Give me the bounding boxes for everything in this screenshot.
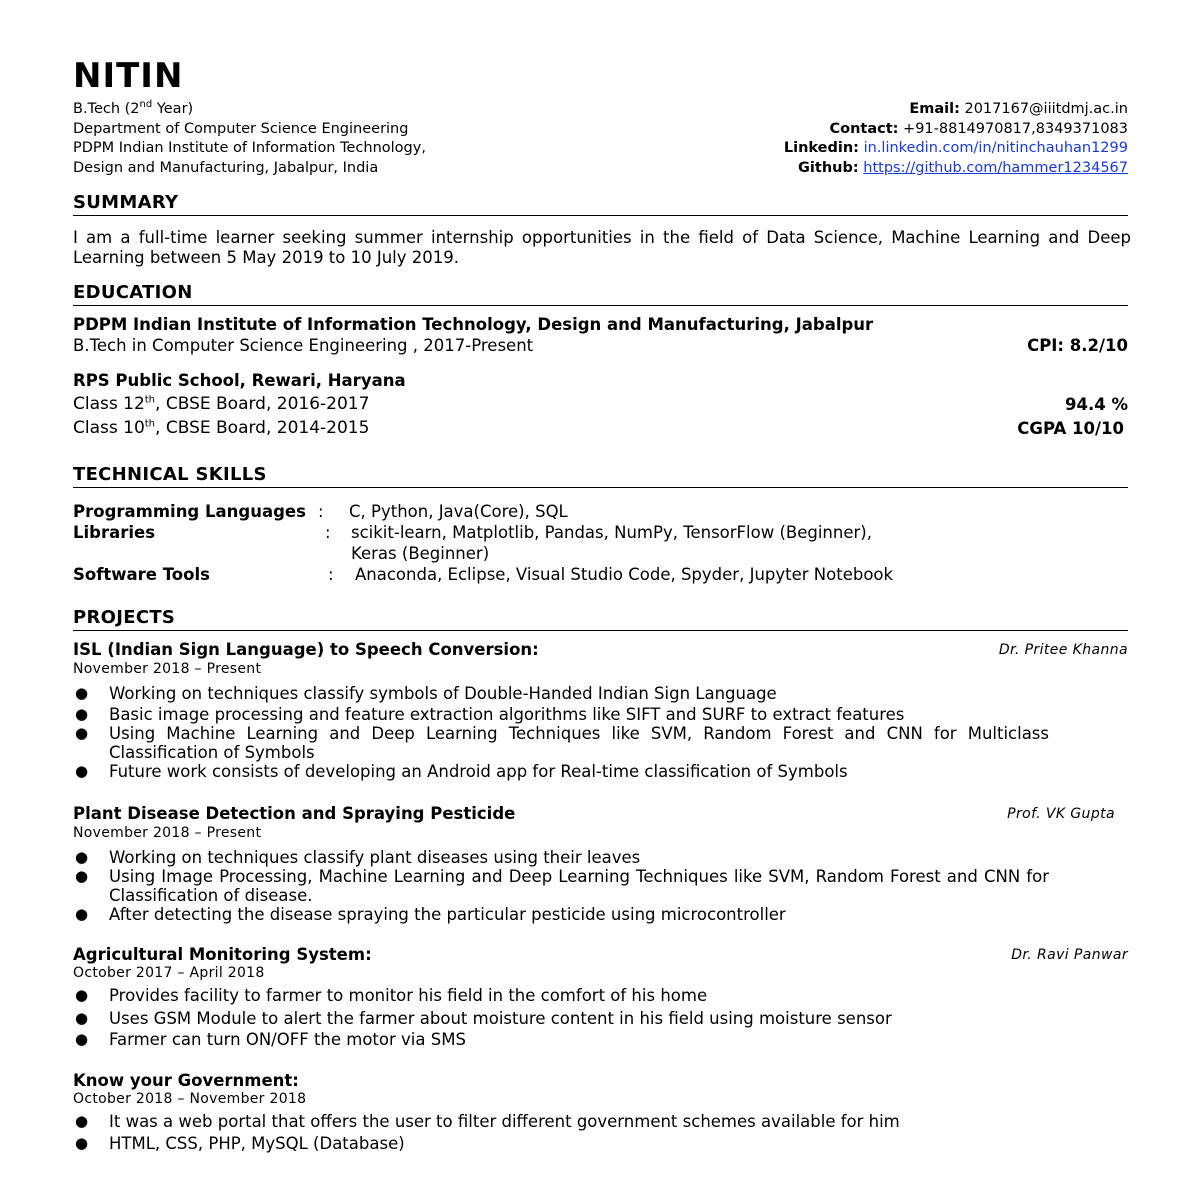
contact-row: Contact: +91-8814970817,8349371083 — [829, 120, 1128, 137]
college-degree: B.Tech in Computer Science Engineering , 2017-Present — [73, 336, 534, 355]
linkedin-link[interactable]: in.linkedin.com/in/nitinchauhan1299 — [863, 140, 1128, 156]
degree-year: B.Tech (2nd Year) — [73, 99, 194, 117]
summary-heading: SUMMARY — [73, 192, 1128, 216]
list-item: ● Using Image Processing, Machine Learning and Deep Learning Techniques like SVM, Random Forest and CNN for Classification of disease. — [75, 867, 1049, 905]
contact-value: +91-8814970817,8349371083 — [903, 120, 1128, 137]
skill-label-libraries: Libraries — [73, 523, 156, 542]
project-mentor: Dr. Ravi Panwar — [1011, 947, 1128, 963]
institute-line-2: Design and Manufacturing, Jabalpur, India — [73, 159, 379, 176]
list-item: ● Uses GSM Module to alert the farmer about moisture content in his field using moisture sensor — [75, 1009, 892, 1028]
skill-colon: : — [318, 502, 324, 521]
project-mentor: Dr. Pritee Khanna — [998, 642, 1128, 658]
github-link[interactable]: https://github.com/hammer1234567 — [863, 159, 1128, 176]
project-title: ISL (Indian Sign Language) to Speech Conversion: — [73, 640, 539, 659]
list-item: ● Working on techniques classify symbols of Double-Handed Indian Sign Language — [75, 684, 777, 703]
project-bullets — [73, 986, 1073, 1049]
class10-row: Class 10th, CBSE Board, 2014-2015 — [73, 418, 370, 438]
list-item: ● HTML, CSS, PHP, MySQL (Database) — [75, 1134, 405, 1153]
skill-value-programming: C, Python, Java(Core), SQL — [349, 502, 568, 521]
skill-value-libraries: scikit-learn, Matplotlib, Pandas, NumPy, TensorFlow (Beginner), — [351, 523, 872, 542]
class10-score: CGPA 10/10 — [1017, 419, 1124, 438]
class12-row: Class 12th, CBSE Board, 2016-2017 — [73, 394, 370, 414]
header-left-block — [73, 100, 426, 178]
college-name: PDPM Indian Institute of Information Technology, Design and Manufacturing, Jabalpur — [73, 315, 874, 334]
list-item: ● Basic image processing and feature extraction algorithms like SIFT and SURF to extract features — [75, 705, 905, 724]
email-value[interactable]: 2017167@iiitdmj.ac.in — [964, 101, 1128, 117]
skill-value-tools: Anaconda, Eclipse, Visual Studio Code, Spyder, Jupyter Notebook — [355, 565, 894, 584]
project-bullets — [73, 684, 1073, 781]
skill-colon: : — [328, 565, 334, 584]
project-title: Know your Government: — [73, 1071, 299, 1090]
list-item: ● Working on techniques classify plant diseases using their leaves — [75, 848, 641, 867]
header-right-block — [784, 100, 1128, 178]
projects-heading: PROJECTS — [73, 607, 1128, 631]
github-row: Github: https://github.com/hammer1234567 — [798, 159, 1128, 176]
skill-label-tools: Software Tools — [73, 565, 210, 584]
list-item: ● Farmer can turn ON/OFF the motor via SMS — [75, 1030, 466, 1049]
department: Department of Computer Science Engineering — [73, 120, 409, 137]
project-bullets — [73, 1112, 1073, 1153]
project-bullets — [73, 848, 1073, 924]
skills-heading: TECHNICAL SKILLS — [73, 464, 1128, 488]
email-row: Email: 2017167@iiitdmj.ac.in — [909, 101, 1128, 117]
list-item: ● Future work consists of developing an Android app for Real-time classification of Symbols — [75, 762, 848, 781]
project-mentor: Prof. VK Gupta — [1007, 806, 1115, 822]
list-item: ● Using Machine Learning and Deep Learning Techniques like SVM, Random Forest and CNN for Multiclass Classification of Symbols — [75, 724, 1049, 762]
skill-label-programming: Programming Languages — [73, 502, 306, 521]
project-date: November 2018 – Present — [73, 661, 262, 677]
school-name: RPS Public School, Rewari, Haryana — [73, 371, 406, 390]
project-date: November 2018 – Present — [73, 825, 262, 841]
list-item: ● Provides facility to farmer to monitor his field in the comfort of his home — [75, 986, 708, 1005]
skill-value-libraries-cont: Keras (Beginner) — [351, 544, 490, 563]
skill-colon: : — [325, 523, 331, 542]
college-cpi: CPI: 8.2/10 — [1027, 336, 1128, 355]
list-item: ● It was a web portal that offers the user to filter different government schemes available for him — [75, 1112, 900, 1131]
project-date: October 2018 – November 2018 — [73, 1091, 307, 1107]
education-heading: EDUCATION — [73, 282, 1128, 306]
candidate-name: NITIN — [73, 56, 184, 96]
list-item: ● After detecting the disease spraying the particular pesticide using microcontroller — [75, 905, 786, 924]
linkedin-row: Linkedin: in.linkedin.com/in/nitinchauhan1299 — [783, 140, 1128, 156]
project-title: Plant Disease Detection and Spraying Pesticide — [73, 804, 516, 823]
project-title: Agricultural Monitoring System: — [73, 945, 372, 964]
institute-line-1: PDPM Indian Institute of Information Technology, — [73, 140, 426, 156]
class12-score: 94.4 % — [1065, 395, 1128, 414]
project-date: October 2017 – April 2018 — [73, 965, 265, 981]
summary-text: I am a full-time learner seeking summer internship opportunities in the field of Data Science, Machine Learning and Deep Learning between 5 May 2019 to 10 July 2019. — [73, 228, 1131, 267]
